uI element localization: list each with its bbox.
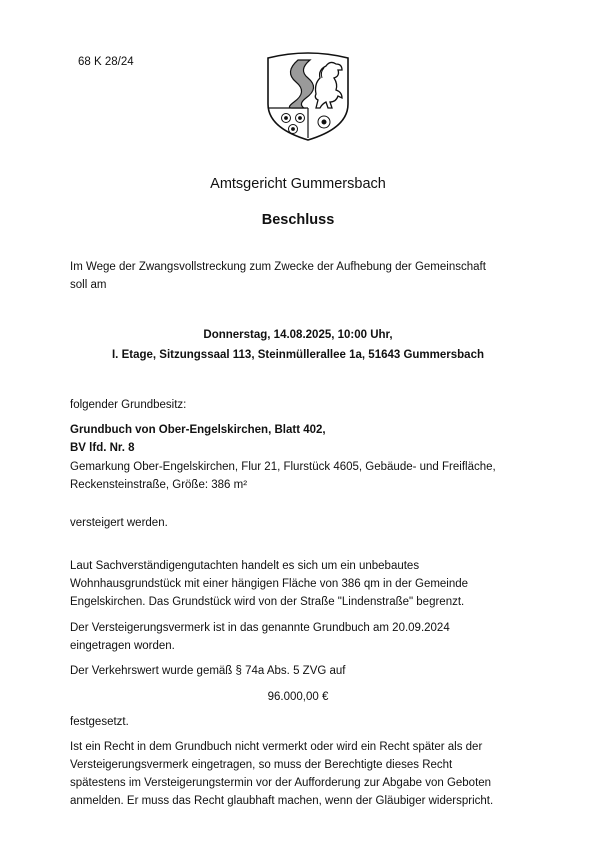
rights-notice-line-1: Ist ein Recht in dem Grundbuch nicht vermerkt oder wird ein Recht später als der (70, 741, 483, 753)
rights-notice-line-3: spätestens im Versteigerungstermin vor der Aufforderung zur Abgabe von Geboten (70, 777, 492, 789)
intro-line-1: Im Wege der Zwangsvollstreckung zum Zwecke der Aufhebung der Gemeinschaft (70, 261, 486, 273)
document-title: Beschluss (261, 212, 335, 228)
value-intro: Der Verkehrswert wurde gemäß § 74a Abs. 5 ZVG auf (70, 665, 346, 677)
property-entry: BV lfd. Nr. 8 (70, 442, 135, 454)
appointment-location: I. Etage, Sitzungssaal 113, Steinmüllerallee 1a, 51643 Gummersbach (111, 349, 484, 361)
auctioned-statement: versteigert werden. (70, 517, 168, 529)
property-detail-1: Gemarkung Ober-Engelskirchen, Flur 21, Flurstück 4605, Gebäude- und Freifläche, (70, 461, 496, 473)
rights-notice-line-4: anmelden. Er muss das Recht glaubhaft machen, wenn der Gläubiger widerspricht. (70, 795, 494, 807)
coat-of-arms-icon (258, 46, 358, 144)
court-name: Amtsgericht Gummersbach (210, 176, 386, 192)
registration-note-line-2: eingetragen worden. (70, 640, 175, 652)
property-detail-2: Reckensteinstraße, Größe: 386 m² (70, 479, 248, 491)
expert-opinion-line-3: Engelskirchen. Das Grundstück wird von der Straße "Lindenstraße" begrenzt. (70, 596, 465, 608)
expert-opinion-line-2: Wohnhausgrundstück mit einer hängigen Fläche von 386 qm in der Gemeinde (70, 578, 469, 590)
rights-notice-line-2: Versteigerungsvermerk eingetragen, so muss der Berechtigte dieses Recht (70, 759, 453, 771)
appointment-datetime: Donnerstag, 14.08.2025, 10:00 Uhr, (203, 329, 393, 341)
registration-note-line-1: Der Versteigerungsvermerk ist in das genannte Grundbuch am 20.09.2024 (70, 622, 450, 634)
market-value: 96.000,00 € (267, 691, 329, 703)
intro-line-2: soll am (70, 279, 107, 291)
file-reference: 68 K 28/24 (78, 56, 134, 68)
expert-opinion-line-1: Laut Sachverständigengutachten handelt es sich um ein unbebautes (70, 560, 420, 572)
value-outro: festgesetzt. (70, 716, 129, 728)
property-intro: folgender Grundbesitz: (70, 399, 187, 411)
property-register: Grundbuch von Ober-Engelskirchen, Blatt 402, (70, 424, 326, 436)
